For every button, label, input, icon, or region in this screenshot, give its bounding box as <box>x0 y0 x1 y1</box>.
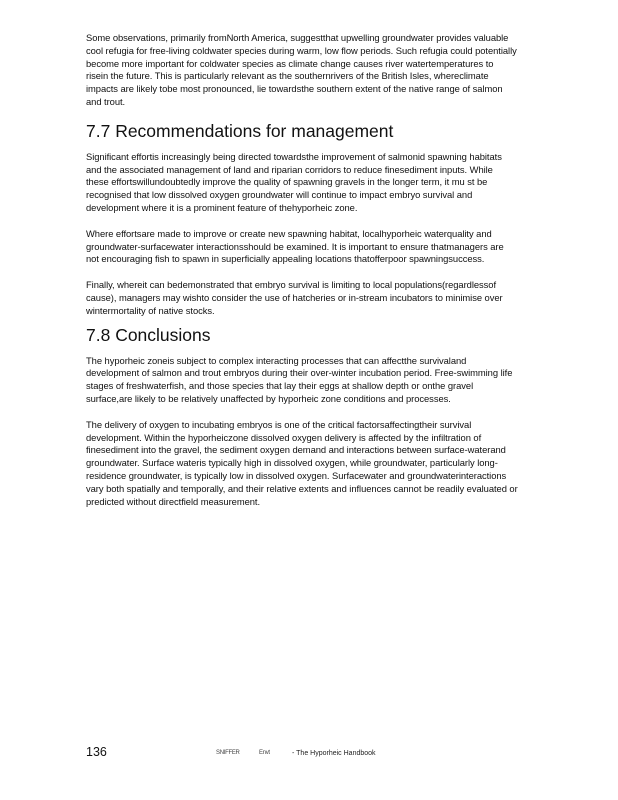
footer-logos <box>216 750 288 756</box>
section-heading-recommendations: 7.7 Recommendations for management <box>86 120 394 141</box>
intro-paragraph: Some observations, primarily fromNorth America, suggestthat upwelling groundwater provides valuable cool refugia for free-living coldwater species during warm, low flow periods. Such refugia could potentially become more important for coldwater species as climate change causes river watertemperatures to risein the future. This is particularly relevant as the southernrivers of the British Isles, whereclimate impacts are likely tobe most pronounced, lie towardsthe southern extent of the native range of salmon and trout. <box>86 32 517 107</box>
section-heading-conclusions: 7.8 Conclusions <box>86 324 211 345</box>
sniffer-logo: SNIFFER <box>216 750 240 756</box>
page-content <box>86 32 518 508</box>
recommendations-paragraph-1: Significant effortis increasingly being directed towardsthe improvement of salmonid spawning habitats and the associated management of land and riparian corridors to reduce finesediment inputs. While these effortswillundoubtedly improve the quality of spawning gravels in the longer term, it mu st be recognised that low dissolved oxygen groundwater will continue to impact embryo survival and development where it is a prominent feature of thehyporheic zone. <box>86 150 502 213</box>
page-footer <box>86 745 526 765</box>
agency-logo: Envt <box>258 750 270 756</box>
recommendations-paragraph-3: Finally, whereit can bedemonstrated that embryo survival is limiting to local populations(regardlessof cause), managers may wishto consider the use of hatcheries or in-stream incubators to minimise over wintermortality of native stocks. <box>86 279 503 316</box>
conclusions-paragraph-1: The hyporheic zoneis subject to complex interacting processes that can affectthe survivaland development of salmon and trout embryos during their over-winter incubation period. Free-swimming life stages of freshwaterfish, and those species that lay their eggs at shallow depth or onthe gravel surface,are likely to be relatively unaffected by hyporheic zone conditions and processes. <box>86 354 513 404</box>
conclusions-paragraph-2: The delivery of oxygen to incubating embryos is one of the critical factorsaffectingtheir survival development. Within the hyporheiczone dissolved oxygen delivery is affected by the infiltration of finesediment into the gravel, the sediment oxygen demand and interactions between surface-waterand groundwater. Surface wateris typically high in dissolved oxygen, while groundwater, particularly long-residence groundwater, is typically low in dissolved oxygen. Surfacewater and groundwaterinteractions vary both spatially and temporally, and their relative extents and influences cannot be readily evaluated or predicted without directfield measurement. <box>86 418 518 507</box>
footer-title: - The Hyporheic Handbook <box>292 750 376 757</box>
page-number: 136 <box>86 745 107 759</box>
recommendations-paragraph-2: Where effortsare made to improve or create new spawning habitat, localhyporheic waterquality and groundwater-surfacewater interactionsshould be examined. It is important to ensure thatmanagers are not encouraging fish to spawn in superficially appealing locations thatofferpoor spawningsuccess. <box>86 227 504 265</box>
